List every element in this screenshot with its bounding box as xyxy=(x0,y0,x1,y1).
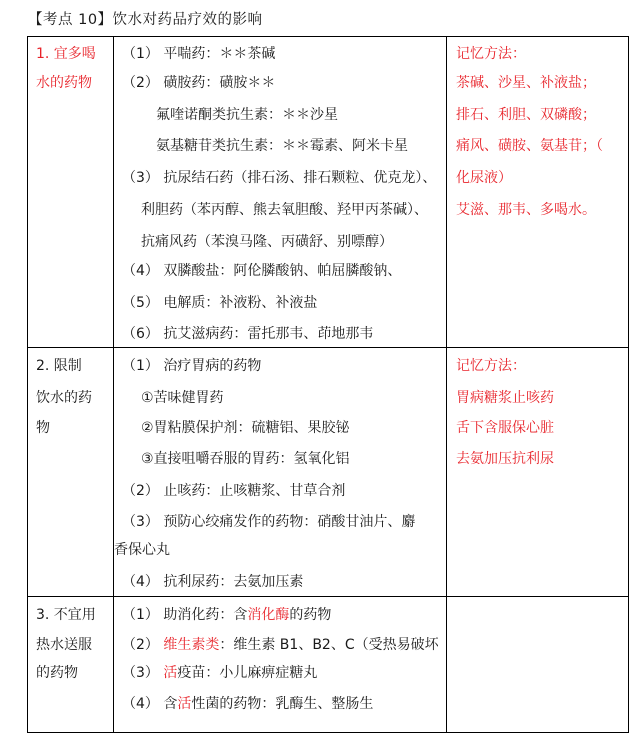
item-highlight: 活 xyxy=(163,665,178,681)
item-text: （4） 含 xyxy=(122,696,178,712)
item-text: （1） 助消化药：含 xyxy=(122,607,248,623)
category-line: 的药物 xyxy=(36,665,78,681)
table-row xyxy=(28,37,629,348)
item-line: （6） 抗艾滋病药：雷托那韦、茚地那韦 xyxy=(122,326,374,342)
item-highlight: 消化酶 xyxy=(247,607,290,623)
item-line: （2） 磺胺药：磺胺＊＊ xyxy=(122,75,276,91)
memory-cell xyxy=(447,348,629,597)
item-line: （1） 治疗胃病的药物 xyxy=(122,358,262,374)
category-line: 3. 不宜用 xyxy=(36,607,96,623)
category-line: 饮水的药 xyxy=(36,390,92,406)
category-line: 水的药物 xyxy=(36,75,92,91)
item-line: （3） 预防心绞痛发作的药物：硝酸甘油片、麝 xyxy=(122,514,416,530)
item-line: 香保心丸 xyxy=(114,542,170,558)
item-line: （5） 电解质：补液粉、补液盐 xyxy=(122,295,318,311)
category-line: 热水送服 xyxy=(36,637,92,653)
memory-line: 艾滋、那韦、多喝水。 xyxy=(456,202,596,218)
item-text: 性菌的药物：乳酶生、整肠生 xyxy=(191,696,374,712)
category-line: 2. 限制 xyxy=(36,358,82,374)
item-line xyxy=(122,606,331,624)
item-line xyxy=(122,636,439,654)
memory-line: 排石、利胆、双磷酸； xyxy=(456,107,596,123)
items-cell xyxy=(114,37,447,348)
category-line: 物 xyxy=(36,420,50,436)
memory-cell xyxy=(447,597,629,733)
item-line: （4） 抗利尿药：去氨加压素 xyxy=(122,574,304,590)
item-text: （3） xyxy=(122,665,164,681)
category-cell xyxy=(28,597,114,733)
table-row xyxy=(28,597,629,733)
item-text: ：维生素 B1、B2、C（受热易破坏 xyxy=(219,637,439,653)
item-line: ②胃粘膜保护剂：硫糖铝、果胶铋 xyxy=(141,420,350,436)
item-line: ③直接咀嚼吞服的胃药：氢氧化铝 xyxy=(141,451,350,467)
memory-line: 痛风、磺胺、氨基苷；（ xyxy=(456,138,603,154)
category-cell xyxy=(28,37,114,348)
category-line: 1. 宜多喝 xyxy=(36,46,96,62)
item-line: （3） 抗尿结石药（排石汤、排石颗粒、优克龙）、 xyxy=(122,170,437,186)
item-line xyxy=(122,664,317,682)
item-text: （2） xyxy=(122,637,164,653)
item-text: 的药物 xyxy=(289,607,332,623)
item-line: ①苦味健胃药 xyxy=(141,390,224,406)
item-line xyxy=(122,695,373,713)
item-line: （2） 止咳药：止咳糖浆、甘草合剂 xyxy=(122,483,346,499)
item-highlight: 活 xyxy=(177,696,192,712)
item-highlight: 维生素类 xyxy=(163,637,220,653)
items-cell xyxy=(114,597,447,733)
memory-cell xyxy=(447,37,629,348)
drug-water-table xyxy=(27,36,629,733)
item-text: 疫苗：小儿麻痹症糖丸 xyxy=(177,665,318,681)
memory-line: 记忆方法： xyxy=(456,358,526,374)
item-line: （1） 平喘药：＊＊茶碱 xyxy=(122,46,276,62)
item-line: 氨基糖苷类抗生素：＊＊霉素、阿米卡星 xyxy=(156,138,408,154)
item-line: 氟喹诺酮类抗生素：＊＊沙星 xyxy=(156,107,338,123)
memory-line: 化尿液） xyxy=(456,170,512,186)
items-cell xyxy=(114,348,447,597)
memory-line: 茶碱、沙星、补液盐； xyxy=(456,75,596,91)
memory-line: 去氨加压抗利尿 xyxy=(456,451,554,467)
item-line: （4） 双膦酸盐：阿伦膦酸钠、帕屈膦酸钠、 xyxy=(122,263,402,279)
item-line: 利胆药（苯丙醇、熊去氧胆酸、羟甲丙茶碱）、 xyxy=(141,202,428,218)
table-row xyxy=(28,348,629,597)
page-title: 【考点 10】饮水对药品疗效的影响 xyxy=(28,12,263,28)
memory-line: 记忆方法： xyxy=(456,46,526,62)
category-cell xyxy=(28,348,114,597)
memory-line: 胃病糖浆止咳药 xyxy=(456,390,554,406)
memory-line: 舌下含服保心脏 xyxy=(456,420,554,436)
item-line: 抗痛风药（苯溴马隆、丙磺舒、别嘌醇） xyxy=(141,234,393,250)
